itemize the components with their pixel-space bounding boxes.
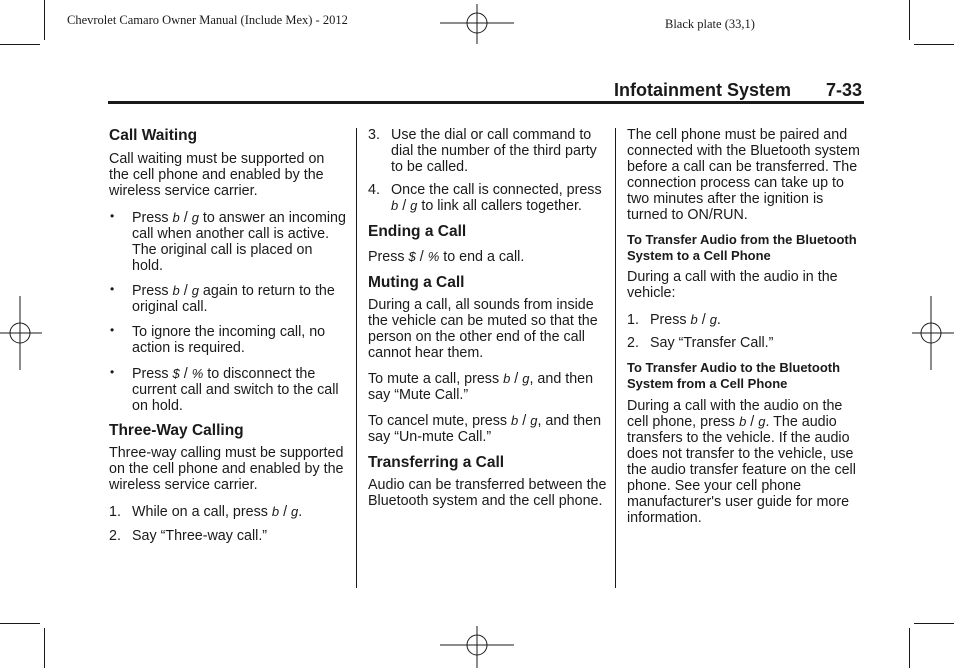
- book-title: Chevrolet Camaro Owner Manual (Include Mex) - 2012: [67, 13, 348, 27]
- registration-mark-icon: [440, 626, 514, 668]
- heading-three-way: Three-Way Calling: [109, 422, 244, 439]
- crop-mark: [0, 44, 40, 45]
- voice-icon: g: [410, 198, 418, 213]
- crop-mark: [914, 623, 954, 624]
- list-item: • Press $ / % to disconnect the current call and switch to the call on hold.: [109, 366, 347, 414]
- heading-transferring-call: Transferring a Call: [368, 454, 505, 471]
- list-item: 2. Say “Transfer Call.”: [627, 335, 774, 351]
- heading-ending-call: Ending a Call: [368, 223, 467, 240]
- mute-instruction: To mute a call, press b / g, and then say “Mute Call.”: [368, 371, 594, 403]
- list-item: 1. While on a call, press b / g.: [109, 504, 303, 520]
- page-number: 7-33: [826, 80, 863, 100]
- crop-mark: [909, 628, 910, 668]
- crop-mark: [44, 0, 45, 40]
- column-3: [627, 127, 865, 526]
- transfer-to-bluetooth-text: During a call with the audio on the cell phone, press b / g. The audio transfers to the vehicle. If the audio does not transfer to the vehicle, use the audio transfer feature on the cell phone. See your cell phone manufacturer's user guide for more information.: [627, 398, 856, 526]
- list-item: • Press b / g to answer an incoming call when another call is active. The original call is placed on hold.: [109, 210, 347, 274]
- phone-icon: b: [391, 198, 399, 213]
- registration-mark-icon: [440, 4, 514, 44]
- heading-call-waiting: Call Waiting: [109, 127, 198, 144]
- crop-mark: [914, 44, 954, 45]
- list-item: 4. Once the call is connected, press b / g to link all callers together.: [368, 182, 602, 214]
- header-rule: [108, 101, 864, 104]
- section-title: Infotainment System: [614, 80, 792, 100]
- transfer-intro: The cell phone must be paired and connected with the Bluetooth system before a call can be transferred. The connection process can take up to two minutes after the ignition is turned to ON/RUN.: [627, 127, 860, 223]
- ending-call-text: Press $ / % to end a call.: [368, 249, 525, 265]
- list-item: 2. Say “Three-way call.”: [109, 528, 268, 544]
- phone-icon: b: [503, 371, 511, 386]
- muting-intro: During a call, all sounds from inside the vehicle can be muted so that the person on the other end of the call cannot hear them.: [368, 297, 598, 361]
- registration-mark-icon: [912, 296, 954, 370]
- transfer-to-phone-intro: During a call with the audio in the vehicle:: [627, 269, 838, 301]
- column-2: [368, 127, 608, 509]
- list-item: • Press b / g again to return to the original call.: [109, 283, 347, 315]
- heading-transfer-to-phone: To Transfer Audio from the Bluetooth System to a Cell Phone: [627, 232, 857, 263]
- three-way-intro: Three-way calling must be supported on the cell phone and enabled by the wireless service carrier.: [109, 445, 344, 493]
- registration-mark-icon: [0, 296, 42, 370]
- voice-icon: g: [191, 283, 199, 298]
- column-divider: [615, 128, 616, 588]
- phone-icon: b: [511, 413, 519, 428]
- phone-icon: b: [271, 504, 280, 519]
- voice-icon: g: [291, 504, 299, 519]
- heading-muting-call: Muting a Call: [368, 274, 465, 291]
- hang-up-icon: %: [427, 249, 440, 264]
- column-divider: [356, 128, 357, 588]
- phone-icon: b: [172, 283, 180, 298]
- plate-label: Black plate (33,1): [665, 17, 755, 31]
- list-item: • To ignore the incoming call, no action is required.: [109, 324, 347, 356]
- crop-mark: [44, 628, 45, 668]
- end-call-icon: $: [172, 366, 180, 381]
- phone-icon: b: [172, 210, 180, 225]
- list-item: 3. Use the dial or call command to dial the number of the third party to be called.: [368, 127, 597, 175]
- crop-mark: [0, 623, 40, 624]
- voice-icon: g: [522, 371, 530, 386]
- voice-icon: g: [709, 312, 717, 327]
- column-1: [109, 127, 347, 544]
- list-item: 1. Press b / g.: [627, 312, 721, 328]
- end-call-icon: $: [408, 249, 416, 264]
- voice-icon: g: [530, 413, 538, 428]
- transferring-intro: Audio can be transferred between the Bluetooth system and the cell phone.: [368, 477, 607, 509]
- phone-icon: b: [690, 312, 698, 327]
- heading-transfer-to-bluetooth: To Transfer Audio to the Bluetooth System from a Cell Phone: [627, 360, 841, 391]
- unmute-instruction: To cancel mute, press b / g, and then say “Un-mute Call.”: [368, 413, 602, 445]
- crop-mark: [909, 0, 910, 40]
- voice-icon: g: [758, 414, 766, 429]
- hang-up-icon: %: [191, 366, 204, 381]
- call-waiting-intro: Call waiting must be supported on the cell phone and enabled by the wireless service carrier.: [109, 151, 325, 199]
- phone-icon: b: [739, 414, 747, 429]
- voice-icon: g: [191, 210, 199, 225]
